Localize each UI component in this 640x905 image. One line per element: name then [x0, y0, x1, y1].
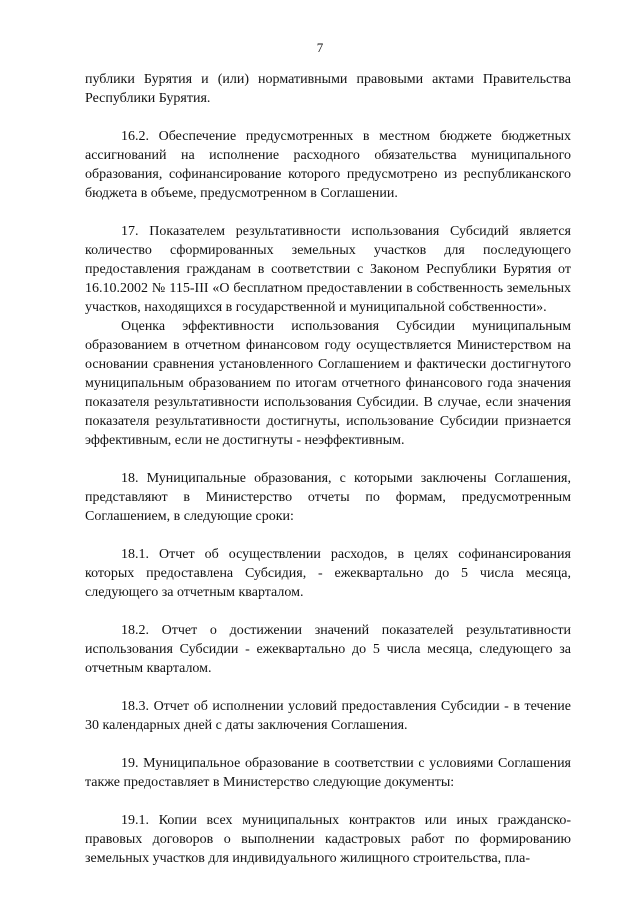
paragraph-18-1: 18.1. Отчет об осуществлении расходов, в целях софинансирования которых предоставлена Субсидия, - ежеквартально до 5 числа месяца, следующего за отчетным кварталом. [85, 547, 571, 600]
paragraph-18-2: 18.2. Отчет о достижении значений показателей результативности использования Субсидии - ежеквартально до 5 числа месяца, следующего за отчетным кварталом. [85, 623, 571, 676]
paragraph-19: 19. Муниципальное образование в соответствии с условиями Соглашения также предоставляет в Министерство следующие документы: [85, 756, 571, 790]
paragraph-17: 17. Показателем результативности использования Субсидий является количество сформированных земельных участков для последующего предоставления гражданам в соответствии с Законом Республики Бурятия от 16.10.2002 № 115-III «О бесплатном предоставлении в собственность земельных участков, находящихся в государственной и муниципальной собственности». [85, 224, 571, 315]
paragraph-evaluation: Оценка эффективности использования Субсидии муниципальным образованием в отчетном финансовом году осуществляется Министерством на основании сравнения установленного Соглашением и фактически достигнутого муниципальным образованием по итогам отчетного финансового года значения показателя результативности использования Субсидии. В случае, если значения показателя результативности достигнуты, использование Субсидии признается эффективным, если не достигнуты - неэффективным. [85, 319, 571, 448]
paragraph-19-1: 19.1. Копии всех муниципальных контрактов или иных гражданско-правовых договоров о выполнении кадастровых работ по формированию земельных участков для индивидуального жилищного строительства, пла- [85, 813, 571, 866]
paragraph-18-3: 18.3. Отчет об исполнении условий предоставления Субсидии - в течение 30 календарных дней с даты заключения Соглашения. [85, 699, 571, 733]
paragraph-continuation: публики Бурятия и (или) нормативными правовыми актами Правительства Республики Бурятия. [85, 72, 571, 106]
paragraph-18: 18. Муниципальные образования, с которыми заключены Соглашения, представляют в Министерство отчеты по формам, предусмотренным Соглашением, в следующие сроки: [85, 471, 571, 524]
paragraph-16-2: 16.2. Обеспечение предусмотренных в местном бюджете бюджетных ассигнований на исполнение расходного обязательства муниципального образования, софинансирование которого предусмотрено из республиканского бюджета в объеме, предусмотренном в Соглашении. [85, 129, 571, 201]
page-number: 7 [316, 40, 324, 55]
document-body [85, 70, 571, 868]
